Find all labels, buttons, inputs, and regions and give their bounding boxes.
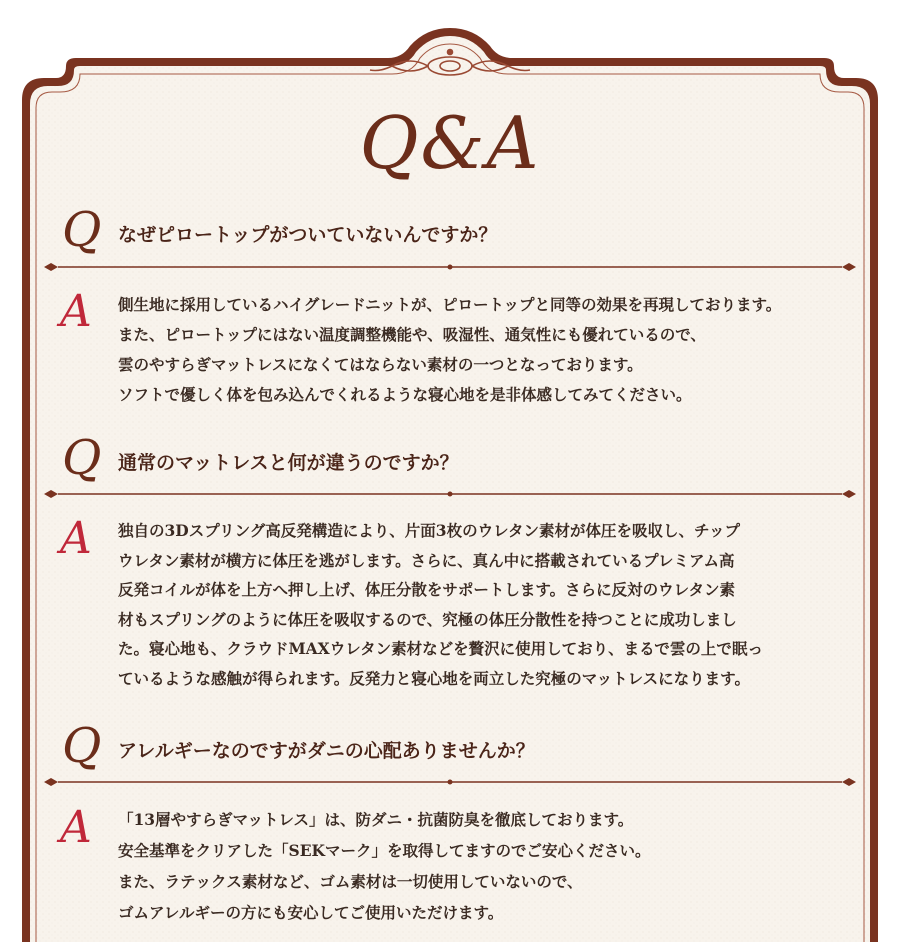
answer-line: 材もスプリングのように体圧を吸収するので、究極の体圧分散性を持つことに成功しまし: [118, 609, 737, 629]
answer-line: 側生地に採用しているハイグレードニットが、ピロートップと同等の効果を再現しております。: [118, 295, 782, 314]
answer-line: また、ラテックス素材など、ゴム素材は一切使用していないので、: [118, 872, 583, 891]
answer-line: ゴムアレルギーの方にも安心してご使用いただけます。: [118, 903, 504, 922]
answer-line: また、ピロートップにはない温度調整機能や、吸湿性、通気性にも優れているので、: [118, 325, 706, 344]
answer-text: [118, 804, 838, 928]
answer-line: ているような感触が得られます。反発力と寝心地を両立した究極のマットレスになります。: [118, 668, 750, 688]
answer-mark: A: [60, 513, 92, 564]
divider: [44, 776, 856, 788]
answer-mark: A: [60, 286, 92, 337]
answer-mark: A: [60, 802, 92, 853]
answer-line: ソフトで優しく体を包み込んでくれるような寝心地を是非体感してみてください。: [118, 385, 692, 404]
answer-text: [118, 516, 838, 693]
answer-line: た。寝心地も、クラウドMAXウレタン素材などを贅沢に使用しており、まるで雲の上で眠っ: [118, 639, 763, 658]
question-mark: Q: [62, 430, 102, 486]
answer-line: 「13層やすらぎマットレス」は、防ダニ・抗菌防臭を徹底しております。: [118, 810, 634, 829]
page-title: Q&A: [359, 101, 541, 185]
question-text: 通常のマットレスと何が違うのですか？: [118, 452, 459, 474]
answer-line: ウレタン素材が横方に体圧を逃がします。さらに、真ん中に搭載されているプレミアム高: [118, 550, 735, 570]
question-mark: Q: [62, 718, 102, 774]
answer-line: 独自の3Dスプリング高反発構造により、片面3枚のウレタン素材が体圧を吸収し、チップ: [118, 521, 740, 540]
answer-line: 雲のやすらぎマットレスになくてはならない素材の一つとなっております。: [118, 355, 643, 374]
answer-line: 安全基準をクリアした「SEKマーク」を取得してますのでご安心ください。: [118, 841, 651, 860]
question-text: なぜピロートップがついていないんですか？: [118, 224, 498, 246]
question-mark: Q: [62, 202, 102, 258]
answer-line: 反発コイルが体を上方へ押し上げ、体圧分散をサポートします。さらに反対のウレタン素: [118, 580, 736, 599]
divider: [44, 261, 856, 273]
question-text: アレルギーなのですがダニの心配ありませんか？: [118, 740, 535, 762]
answer-text: [118, 290, 838, 410]
divider: [44, 488, 856, 500]
